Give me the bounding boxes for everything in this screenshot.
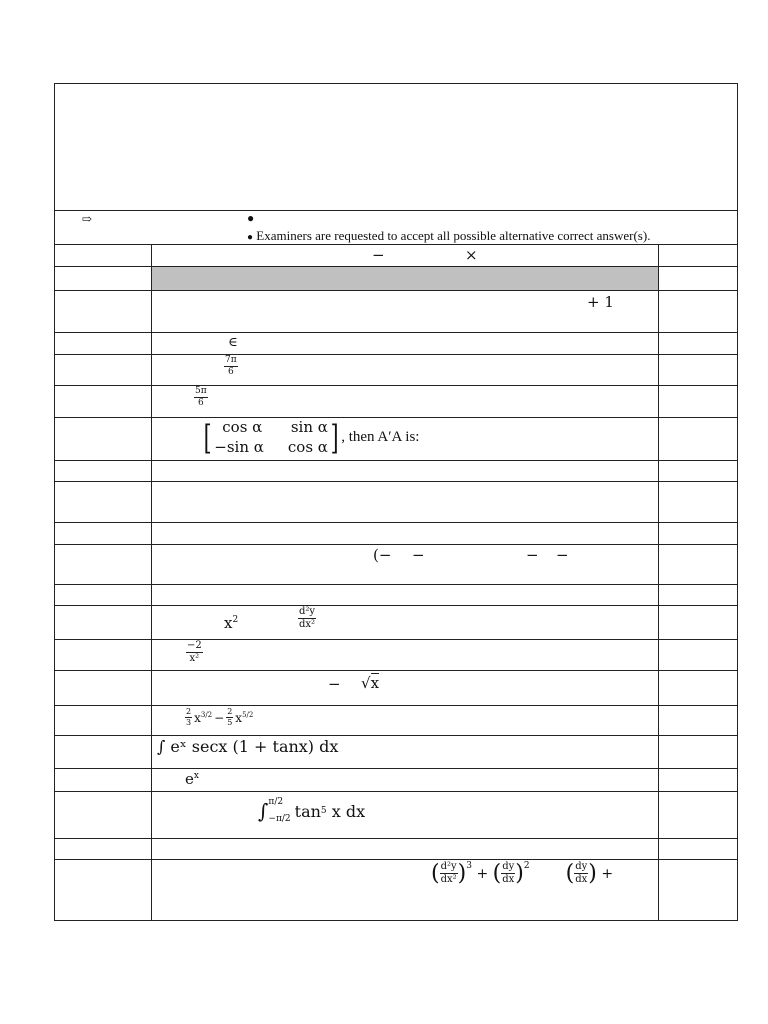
matrix-row <box>214 418 328 438</box>
matrix-question-text: , then A′A is: <box>341 429 420 445</box>
column-rule <box>658 244 659 921</box>
rule <box>55 605 737 606</box>
rule <box>55 354 737 355</box>
matrix-cell: sin α <box>290 418 328 436</box>
fraction-numerator: d²y <box>299 606 316 617</box>
fraction-denominator: dx² <box>440 874 457 885</box>
seven-pi-over-six <box>224 356 238 377</box>
five-pi-over-six <box>194 387 208 408</box>
fraction-numerator: 5π <box>195 386 207 396</box>
rule <box>55 522 737 523</box>
open-paren-minus: (− <box>373 546 392 564</box>
rule <box>55 670 737 671</box>
fraction-numerator: −2 <box>187 640 202 651</box>
answer-sheet-table <box>54 83 738 921</box>
rule <box>55 481 737 482</box>
right-arrow-icon: ⇨ <box>82 212 93 226</box>
x-base: x <box>224 614 233 632</box>
fraction-denominator: 6 <box>227 367 234 377</box>
integral-question: ∫ eˣ secx (1 + tanx) dx <box>157 737 339 756</box>
bullet-1: ● <box>247 211 255 225</box>
definite-integral-question: ∫ π/2 −π/2 tan 5 x dx <box>258 794 365 828</box>
rule <box>55 332 737 333</box>
fraction: $\frac{2}{3}$ <box>186 707 192 727</box>
exponent: 3 <box>466 861 472 871</box>
left-bracket: [ <box>203 417 212 458</box>
fraction-denominator: dx <box>502 874 515 885</box>
exponent: 2 <box>523 861 530 871</box>
rule <box>55 244 737 245</box>
header-minus: − <box>372 246 385 264</box>
minus-sign: − <box>328 675 341 693</box>
upper-limit: π/2 <box>268 797 284 807</box>
e-base: e <box>185 770 194 788</box>
differential-equation: ( $\frac{\text{d²y}}{\text{dx²}}$ ) 3 + ( $\frac{dy}{dx}$ ) 2 ( $\frac{dy}{dx}$ ) + <box>431 861 614 886</box>
fraction-denominator: 6 <box>197 398 204 408</box>
fraction-denominator: x² <box>189 653 200 664</box>
matrix-cell: cos α <box>222 418 263 436</box>
dash: − <box>556 546 569 564</box>
matrix-row <box>214 438 328 458</box>
matrix-cell: cos α <box>287 437 328 456</box>
matrix-body <box>214 418 328 457</box>
rule <box>55 385 737 386</box>
fraction: $\frac{2}{5}$ <box>227 707 233 727</box>
sqrt-radicand: x <box>370 674 380 692</box>
matrix-question <box>201 418 419 457</box>
second-derivative <box>440 862 458 885</box>
x-squared <box>224 614 238 632</box>
plus-one: + 1 <box>587 293 614 311</box>
rule <box>55 705 737 706</box>
dash: − <box>526 546 539 564</box>
rule <box>55 859 737 860</box>
rule <box>55 768 737 769</box>
element-of-symbol: ∈ <box>228 335 238 350</box>
integral-answer-expression: $\frac{2}{3}$ $x^{3/2}$ − $\frac{2}{5}$ $x^{5/2}$ <box>186 707 254 727</box>
fraction-numerator: 7π <box>225 355 237 365</box>
lower-limit: −π/2 <box>268 814 291 825</box>
matrix-cell: −sin α <box>214 437 264 456</box>
rule <box>55 639 737 640</box>
rule <box>55 210 737 211</box>
integral-limits <box>268 794 290 828</box>
neg-two-over-x-squared <box>186 641 203 664</box>
rule <box>55 584 737 585</box>
fraction-numerator: d²y <box>440 861 457 872</box>
right-bracket: ] <box>330 417 339 458</box>
rule <box>55 791 737 792</box>
fraction-numerator: dy <box>502 861 515 872</box>
second-derivative <box>298 607 316 630</box>
plus-sign: + <box>601 865 614 882</box>
tan-function: tan <box>294 801 321 821</box>
fraction-denominator: dx² <box>299 619 316 630</box>
exponent: 2 <box>232 615 239 625</box>
first-derivative <box>501 862 515 885</box>
plus-sign: + <box>476 865 489 882</box>
first-derivative: $\frac{dy}{dx}$ <box>575 861 588 885</box>
e-to-the-x <box>185 770 199 788</box>
header-times: × <box>465 246 478 264</box>
bullet-2-text: Examiners are requested to accept all possible alternative correct answer(s). <box>256 228 651 243</box>
column-rule <box>151 244 152 921</box>
exponent: x <box>193 771 199 781</box>
rule <box>55 460 737 461</box>
integral-sign: ∫ <box>258 799 269 824</box>
rule <box>55 544 737 545</box>
integrand-rest: x dx <box>331 801 366 821</box>
rule <box>55 838 737 839</box>
rule <box>55 735 737 736</box>
sqrt-x: √x <box>361 674 380 692</box>
shaded-cell <box>152 267 658 290</box>
rule <box>55 290 737 291</box>
dash: − <box>412 546 425 564</box>
bullet-2: ● Examiners are requested to accept all possible alternative correct answer(s). <box>247 228 651 243</box>
